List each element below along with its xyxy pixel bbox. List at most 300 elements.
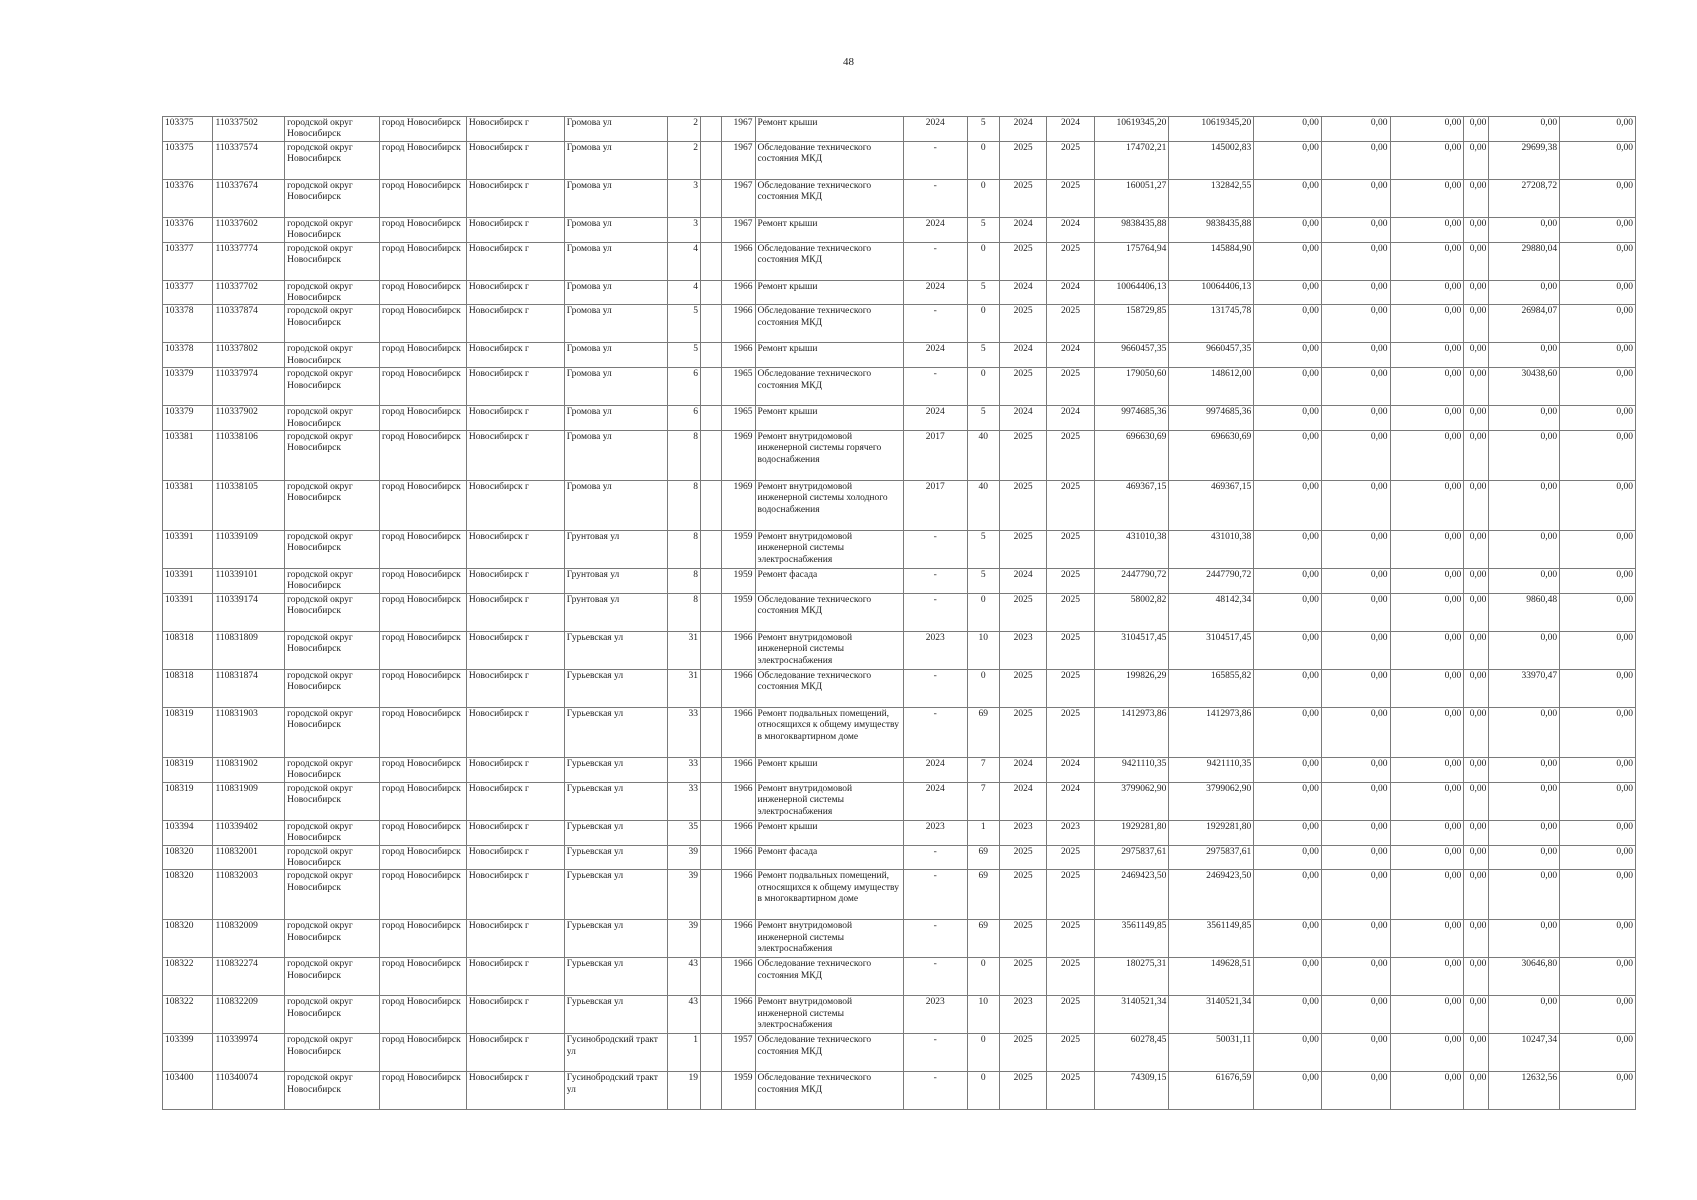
cell-house-id: 108320 <box>163 920 213 958</box>
cell-wear-percent: 0 <box>967 368 999 406</box>
cell-budget-regional: 0,00 <box>1321 870 1390 920</box>
cell-budget-regional: 0,00 <box>1321 569 1390 594</box>
cell-fund-cost: 469367,15 <box>1169 481 1254 531</box>
cell-plan-year: 2025 <box>999 368 1046 406</box>
cell-house-number: 4 <box>667 242 700 280</box>
table-row <box>163 217 1636 242</box>
cell-reserve: 0,00 <box>1560 593 1636 631</box>
cell-fund-cost: 431010,38 <box>1169 531 1254 569</box>
cell-settlement: город Новосибирск <box>380 870 467 920</box>
cell-fund-cost: 48142,34 <box>1169 593 1254 631</box>
table-row <box>163 631 1636 669</box>
cell-budget-federal: 0,00 <box>1254 757 1322 782</box>
cell-street: Грунтовая ул <box>564 569 667 594</box>
cell-reserve: 0,00 <box>1560 920 1636 958</box>
cell-locality: Новосибирск г <box>466 481 564 531</box>
cell-other-source: 0,00 <box>1464 782 1489 820</box>
cell-work-id: 110339101 <box>213 569 285 594</box>
cell-last-repair-year: 2023 <box>903 996 967 1034</box>
cell-house-number: 6 <box>667 368 700 406</box>
cell-work-id: 110831874 <box>213 669 285 707</box>
cell-build-year: 1969 <box>722 431 755 481</box>
cell-locality: Новосибирск г <box>466 820 564 845</box>
cell-locality: Новосибирск г <box>466 242 564 280</box>
cell-build-year: 1967 <box>722 217 755 242</box>
cell-work-id: 110337602 <box>213 217 285 242</box>
cell-work-type: Ремонт крыши <box>755 757 903 782</box>
cell-settlement: город Новосибирск <box>380 920 467 958</box>
cell-locality: Новосибирск г <box>466 117 564 142</box>
cell-street: Громова ул <box>564 117 667 142</box>
cell-house-number: 8 <box>667 593 700 631</box>
cell-end-year: 2024 <box>1047 757 1094 782</box>
cell-build-year: 1965 <box>722 368 755 406</box>
cell-wear-percent: 69 <box>967 845 999 870</box>
cell-work-id: 110337774 <box>213 242 285 280</box>
cell-last-repair-year: 2023 <box>903 631 967 669</box>
cell-house-id: 103378 <box>163 343 213 368</box>
cell-municipal-district: городской округ Новосибирск <box>285 631 380 669</box>
cell-street: Гурьевская ул <box>564 757 667 782</box>
cell-locality: Новосибирск г <box>466 406 564 431</box>
cell-municipal-district: городской округ Новосибирск <box>285 242 380 280</box>
cell-total-cost: 179050,60 <box>1094 368 1169 406</box>
works-table <box>162 116 1636 1110</box>
cell-plan-year: 2025 <box>999 958 1046 996</box>
cell-work-id: 110339974 <box>213 1034 285 1072</box>
cell-owners-funds: 26984,07 <box>1489 305 1560 343</box>
cell-last-repair-year: - <box>903 920 967 958</box>
cell-other-source: 0,00 <box>1464 920 1489 958</box>
table-row <box>163 958 1636 996</box>
cell-wear-percent: 1 <box>967 820 999 845</box>
table-row <box>163 431 1636 481</box>
cell-budget-regional: 0,00 <box>1321 631 1390 669</box>
cell-fund-cost: 10064406,13 <box>1169 280 1254 305</box>
cell-owners-funds: 0,00 <box>1489 343 1560 368</box>
cell-owners-funds: 29699,38 <box>1489 141 1560 179</box>
cell-building <box>701 782 722 820</box>
cell-building <box>701 707 722 757</box>
cell-plan-year: 2025 <box>999 707 1046 757</box>
cell-building <box>701 117 722 142</box>
cell-house-number: 33 <box>667 757 700 782</box>
cell-other-source: 0,00 <box>1464 242 1489 280</box>
cell-street: Грунтовая ул <box>564 531 667 569</box>
cell-work-id: 110340074 <box>213 1072 285 1110</box>
cell-last-repair-year: - <box>903 242 967 280</box>
cell-budget-federal: 0,00 <box>1254 593 1322 631</box>
cell-last-repair-year: 2024 <box>903 117 967 142</box>
cell-total-cost: 469367,15 <box>1094 481 1169 531</box>
cell-wear-percent: 5 <box>967 217 999 242</box>
cell-wear-percent: 40 <box>967 431 999 481</box>
cell-budget-regional: 0,00 <box>1321 141 1390 179</box>
cell-plan-year: 2025 <box>999 870 1046 920</box>
cell-budget-local: 0,00 <box>1390 343 1464 368</box>
cell-wear-percent: 0 <box>967 305 999 343</box>
cell-owners-funds: 33970,47 <box>1489 669 1560 707</box>
cell-build-year: 1966 <box>722 782 755 820</box>
cell-building <box>701 757 722 782</box>
cell-work-type: Ремонт внутридомовой инженерной системы электроснабжения <box>755 782 903 820</box>
cell-end-year: 2025 <box>1047 531 1094 569</box>
cell-other-source: 0,00 <box>1464 1034 1489 1072</box>
cell-total-cost: 199826,29 <box>1094 669 1169 707</box>
cell-build-year: 1966 <box>722 631 755 669</box>
cell-last-repair-year: - <box>903 669 967 707</box>
cell-budget-local: 0,00 <box>1390 431 1464 481</box>
cell-building <box>701 406 722 431</box>
cell-work-id: 110832003 <box>213 870 285 920</box>
cell-street: Громова ул <box>564 280 667 305</box>
cell-other-source: 0,00 <box>1464 179 1489 217</box>
cell-settlement: город Новосибирск <box>380 368 467 406</box>
cell-owners-funds: 0,00 <box>1489 280 1560 305</box>
cell-budget-federal: 0,00 <box>1254 996 1322 1034</box>
cell-work-type: Ремонт внутридомовой инженерной системы электроснабжения <box>755 996 903 1034</box>
cell-plan-year: 2025 <box>999 1072 1046 1110</box>
cell-settlement: город Новосибирск <box>380 996 467 1034</box>
cell-house-id: 108319 <box>163 757 213 782</box>
cell-building <box>701 179 722 217</box>
cell-locality: Новосибирск г <box>466 179 564 217</box>
cell-municipal-district: городской округ Новосибирск <box>285 141 380 179</box>
cell-street: Громова ул <box>564 217 667 242</box>
cell-work-id: 110339402 <box>213 820 285 845</box>
table-row <box>163 1034 1636 1072</box>
cell-house-id: 108320 <box>163 845 213 870</box>
cell-budget-federal: 0,00 <box>1254 242 1322 280</box>
cell-budget-federal: 0,00 <box>1254 845 1322 870</box>
cell-settlement: город Новосибирск <box>380 958 467 996</box>
cell-building <box>701 631 722 669</box>
cell-house-number: 39 <box>667 845 700 870</box>
cell-street: Гурьевская ул <box>564 669 667 707</box>
cell-reserve: 0,00 <box>1560 217 1636 242</box>
cell-municipal-district: городской округ Новосибирск <box>285 996 380 1034</box>
cell-budget-federal: 0,00 <box>1254 631 1322 669</box>
cell-budget-local: 0,00 <box>1390 1034 1464 1072</box>
cell-build-year: 1966 <box>722 820 755 845</box>
cell-work-id: 110338106 <box>213 431 285 481</box>
cell-reserve: 0,00 <box>1560 368 1636 406</box>
cell-building <box>701 569 722 594</box>
cell-building <box>701 593 722 631</box>
cell-municipal-district: городской округ Новосибирск <box>285 1034 380 1072</box>
cell-build-year: 1966 <box>722 305 755 343</box>
cell-work-id: 110337974 <box>213 368 285 406</box>
cell-locality: Новосибирск г <box>466 569 564 594</box>
cell-work-id: 110337674 <box>213 179 285 217</box>
cell-locality: Новосибирск г <box>466 669 564 707</box>
cell-wear-percent: 69 <box>967 870 999 920</box>
cell-other-source: 0,00 <box>1464 531 1489 569</box>
cell-street: Гусинобродский тракт ул <box>564 1034 667 1072</box>
cell-last-repair-year: - <box>903 569 967 594</box>
table-row <box>163 920 1636 958</box>
cell-house-number: 3 <box>667 179 700 217</box>
cell-work-id: 110337502 <box>213 117 285 142</box>
cell-building <box>701 1034 722 1072</box>
cell-house-number: 8 <box>667 569 700 594</box>
cell-budget-regional: 0,00 <box>1321 782 1390 820</box>
cell-locality: Новосибирск г <box>466 631 564 669</box>
cell-street: Громова ул <box>564 343 667 368</box>
cell-street: Гурьевская ул <box>564 958 667 996</box>
cell-budget-local: 0,00 <box>1390 531 1464 569</box>
cell-work-type: Обследование технического состояния МКД <box>755 958 903 996</box>
cell-reserve: 0,00 <box>1560 782 1636 820</box>
cell-build-year: 1966 <box>722 280 755 305</box>
cell-street: Громова ул <box>564 242 667 280</box>
cell-fund-cost: 1412973,86 <box>1169 707 1254 757</box>
cell-last-repair-year: - <box>903 1034 967 1072</box>
cell-last-repair-year: - <box>903 141 967 179</box>
cell-budget-local: 0,00 <box>1390 481 1464 531</box>
cell-wear-percent: 7 <box>967 782 999 820</box>
cell-last-repair-year: - <box>903 179 967 217</box>
cell-municipal-district: городской округ Новосибирск <box>285 280 380 305</box>
cell-last-repair-year: 2024 <box>903 217 967 242</box>
cell-budget-regional: 0,00 <box>1321 669 1390 707</box>
cell-total-cost: 696630,69 <box>1094 431 1169 481</box>
cell-house-id: 108318 <box>163 669 213 707</box>
cell-budget-local: 0,00 <box>1390 845 1464 870</box>
cell-building <box>701 958 722 996</box>
cell-last-repair-year: 2024 <box>903 280 967 305</box>
cell-total-cost: 180275,31 <box>1094 958 1169 996</box>
cell-municipal-district: городской округ Новосибирск <box>285 406 380 431</box>
cell-locality: Новосибирск г <box>466 1072 564 1110</box>
cell-other-source: 0,00 <box>1464 406 1489 431</box>
cell-plan-year: 2025 <box>999 1034 1046 1072</box>
cell-build-year: 1966 <box>722 343 755 368</box>
cell-street: Громова ул <box>564 305 667 343</box>
cell-budget-regional: 0,00 <box>1321 1034 1390 1072</box>
cell-settlement: город Новосибирск <box>380 1034 467 1072</box>
cell-settlement: город Новосибирск <box>380 631 467 669</box>
cell-wear-percent: 69 <box>967 707 999 757</box>
cell-fund-cost: 696630,69 <box>1169 431 1254 481</box>
cell-work-id: 110337574 <box>213 141 285 179</box>
cell-house-id: 108318 <box>163 631 213 669</box>
cell-municipal-district: городской округ Новосибирск <box>285 305 380 343</box>
cell-budget-regional: 0,00 <box>1321 1072 1390 1110</box>
cell-municipal-district: городской округ Новосибирск <box>285 368 380 406</box>
cell-end-year: 2025 <box>1047 242 1094 280</box>
cell-build-year: 1966 <box>722 920 755 958</box>
cell-house-number: 33 <box>667 707 700 757</box>
cell-end-year: 2025 <box>1047 920 1094 958</box>
cell-total-cost: 174702,21 <box>1094 141 1169 179</box>
cell-wear-percent: 5 <box>967 569 999 594</box>
table-row <box>163 531 1636 569</box>
cell-municipal-district: городской округ Новосибирск <box>285 481 380 531</box>
cell-work-type: Обследование технического состояния МКД <box>755 141 903 179</box>
table-row <box>163 820 1636 845</box>
cell-reserve: 0,00 <box>1560 820 1636 845</box>
cell-owners-funds: 0,00 <box>1489 996 1560 1034</box>
cell-wear-percent: 5 <box>967 531 999 569</box>
cell-budget-federal: 0,00 <box>1254 920 1322 958</box>
cell-work-id: 110337874 <box>213 305 285 343</box>
cell-budget-regional: 0,00 <box>1321 707 1390 757</box>
cell-plan-year: 2025 <box>999 531 1046 569</box>
cell-plan-year: 2025 <box>999 593 1046 631</box>
cell-house-number: 5 <box>667 305 700 343</box>
cell-budget-regional: 0,00 <box>1321 958 1390 996</box>
cell-build-year: 1966 <box>722 958 755 996</box>
cell-budget-federal: 0,00 <box>1254 1034 1322 1072</box>
cell-street: Гурьевская ул <box>564 631 667 669</box>
cell-municipal-district: городской округ Новосибирск <box>285 669 380 707</box>
cell-house-id: 103381 <box>163 481 213 531</box>
cell-build-year: 1966 <box>722 757 755 782</box>
cell-budget-regional: 0,00 <box>1321 179 1390 217</box>
cell-work-id: 110832001 <box>213 845 285 870</box>
cell-wear-percent: 40 <box>967 481 999 531</box>
cell-build-year: 1959 <box>722 1072 755 1110</box>
cell-work-id: 110831903 <box>213 707 285 757</box>
cell-plan-year: 2023 <box>999 820 1046 845</box>
cell-other-source: 0,00 <box>1464 217 1489 242</box>
cell-budget-regional: 0,00 <box>1321 593 1390 631</box>
cell-wear-percent: 7 <box>967 757 999 782</box>
cell-reserve: 0,00 <box>1560 845 1636 870</box>
cell-last-repair-year: 2024 <box>903 343 967 368</box>
table-row <box>163 1072 1636 1110</box>
cell-street: Грунтовая ул <box>564 593 667 631</box>
cell-settlement: город Новосибирск <box>380 820 467 845</box>
cell-building <box>701 845 722 870</box>
cell-plan-year: 2025 <box>999 179 1046 217</box>
cell-house-number: 5 <box>667 343 700 368</box>
cell-total-cost: 2469423,50 <box>1094 870 1169 920</box>
cell-owners-funds: 0,00 <box>1489 431 1560 481</box>
table-row <box>163 593 1636 631</box>
cell-end-year: 2025 <box>1047 631 1094 669</box>
cell-budget-federal: 0,00 <box>1254 958 1322 996</box>
cell-last-repair-year: - <box>903 531 967 569</box>
cell-owners-funds: 0,00 <box>1489 757 1560 782</box>
cell-other-source: 0,00 <box>1464 996 1489 1034</box>
cell-reserve: 0,00 <box>1560 707 1636 757</box>
cell-last-repair-year: 2017 <box>903 481 967 531</box>
cell-owners-funds: 0,00 <box>1489 920 1560 958</box>
cell-budget-federal: 0,00 <box>1254 1072 1322 1110</box>
table-row <box>163 870 1636 920</box>
cell-build-year: 1966 <box>722 845 755 870</box>
cell-budget-local: 0,00 <box>1390 305 1464 343</box>
table-body <box>163 117 1636 1110</box>
cell-budget-local: 0,00 <box>1390 141 1464 179</box>
cell-settlement: город Новосибирск <box>380 179 467 217</box>
cell-budget-regional: 0,00 <box>1321 431 1390 481</box>
cell-budget-regional: 0,00 <box>1321 920 1390 958</box>
cell-budget-local: 0,00 <box>1390 782 1464 820</box>
cell-plan-year: 2025 <box>999 481 1046 531</box>
cell-budget-federal: 0,00 <box>1254 179 1322 217</box>
cell-municipal-district: городской округ Новосибирск <box>285 531 380 569</box>
cell-fund-cost: 3104517,45 <box>1169 631 1254 669</box>
cell-last-repair-year: - <box>903 707 967 757</box>
page-number: 48 <box>843 56 854 68</box>
cell-municipal-district: городской округ Новосибирск <box>285 958 380 996</box>
cell-fund-cost: 10619345,20 <box>1169 117 1254 142</box>
cell-house-id: 103400 <box>163 1072 213 1110</box>
cell-settlement: город Новосибирск <box>380 481 467 531</box>
cell-house-number: 39 <box>667 870 700 920</box>
cell-house-number: 6 <box>667 406 700 431</box>
cell-budget-regional: 0,00 <box>1321 117 1390 142</box>
cell-end-year: 2025 <box>1047 481 1094 531</box>
cell-settlement: город Новосибирск <box>380 217 467 242</box>
cell-plan-year: 2025 <box>999 141 1046 179</box>
cell-end-year: 2024 <box>1047 217 1094 242</box>
cell-reserve: 0,00 <box>1560 870 1636 920</box>
cell-reserve: 0,00 <box>1560 117 1636 142</box>
cell-end-year: 2024 <box>1047 782 1094 820</box>
table-row <box>163 117 1636 142</box>
cell-budget-regional: 0,00 <box>1321 820 1390 845</box>
cell-build-year: 1966 <box>722 707 755 757</box>
cell-work-id: 110339109 <box>213 531 285 569</box>
table-row <box>163 782 1636 820</box>
cell-owners-funds: 9860,48 <box>1489 593 1560 631</box>
cell-house-id: 103394 <box>163 820 213 845</box>
cell-locality: Новосибирск г <box>466 757 564 782</box>
cell-settlement: город Новосибирск <box>380 141 467 179</box>
cell-house-number: 43 <box>667 958 700 996</box>
cell-end-year: 2025 <box>1047 845 1094 870</box>
cell-settlement: город Новосибирск <box>380 757 467 782</box>
cell-budget-local: 0,00 <box>1390 179 1464 217</box>
cell-wear-percent: 5 <box>967 280 999 305</box>
cell-settlement: город Новосибирск <box>380 280 467 305</box>
cell-municipal-district: городской округ Новосибирск <box>285 870 380 920</box>
cell-last-repair-year: - <box>903 870 967 920</box>
cell-house-id: 108320 <box>163 870 213 920</box>
table-row <box>163 757 1636 782</box>
cell-work-type: Обследование технического состояния МКД <box>755 1072 903 1110</box>
cell-fund-cost: 3140521,34 <box>1169 996 1254 1034</box>
cell-street: Громова ул <box>564 481 667 531</box>
cell-budget-federal: 0,00 <box>1254 406 1322 431</box>
cell-build-year: 1966 <box>722 996 755 1034</box>
cell-street: Гусинобродский тракт ул <box>564 1072 667 1110</box>
cell-end-year: 2024 <box>1047 343 1094 368</box>
cell-other-source: 0,00 <box>1464 343 1489 368</box>
cell-municipal-district: городской округ Новосибирск <box>285 343 380 368</box>
cell-wear-percent: 0 <box>967 1072 999 1110</box>
cell-work-type: Ремонт фасада <box>755 569 903 594</box>
cell-fund-cost: 131745,78 <box>1169 305 1254 343</box>
cell-build-year: 1966 <box>722 669 755 707</box>
cell-other-source: 0,00 <box>1464 757 1489 782</box>
cell-plan-year: 2025 <box>999 431 1046 481</box>
cell-house-number: 8 <box>667 481 700 531</box>
cell-locality: Новосибирск г <box>466 141 564 179</box>
cell-reserve: 0,00 <box>1560 343 1636 368</box>
cell-end-year: 2025 <box>1047 569 1094 594</box>
cell-settlement: город Новосибирск <box>380 531 467 569</box>
cell-work-type: Ремонт внутридомовой инженерной системы электроснабжения <box>755 531 903 569</box>
cell-street: Гурьевская ул <box>564 920 667 958</box>
cell-house-number: 2 <box>667 141 700 179</box>
cell-house-number: 19 <box>667 1072 700 1110</box>
cell-reserve: 0,00 <box>1560 757 1636 782</box>
